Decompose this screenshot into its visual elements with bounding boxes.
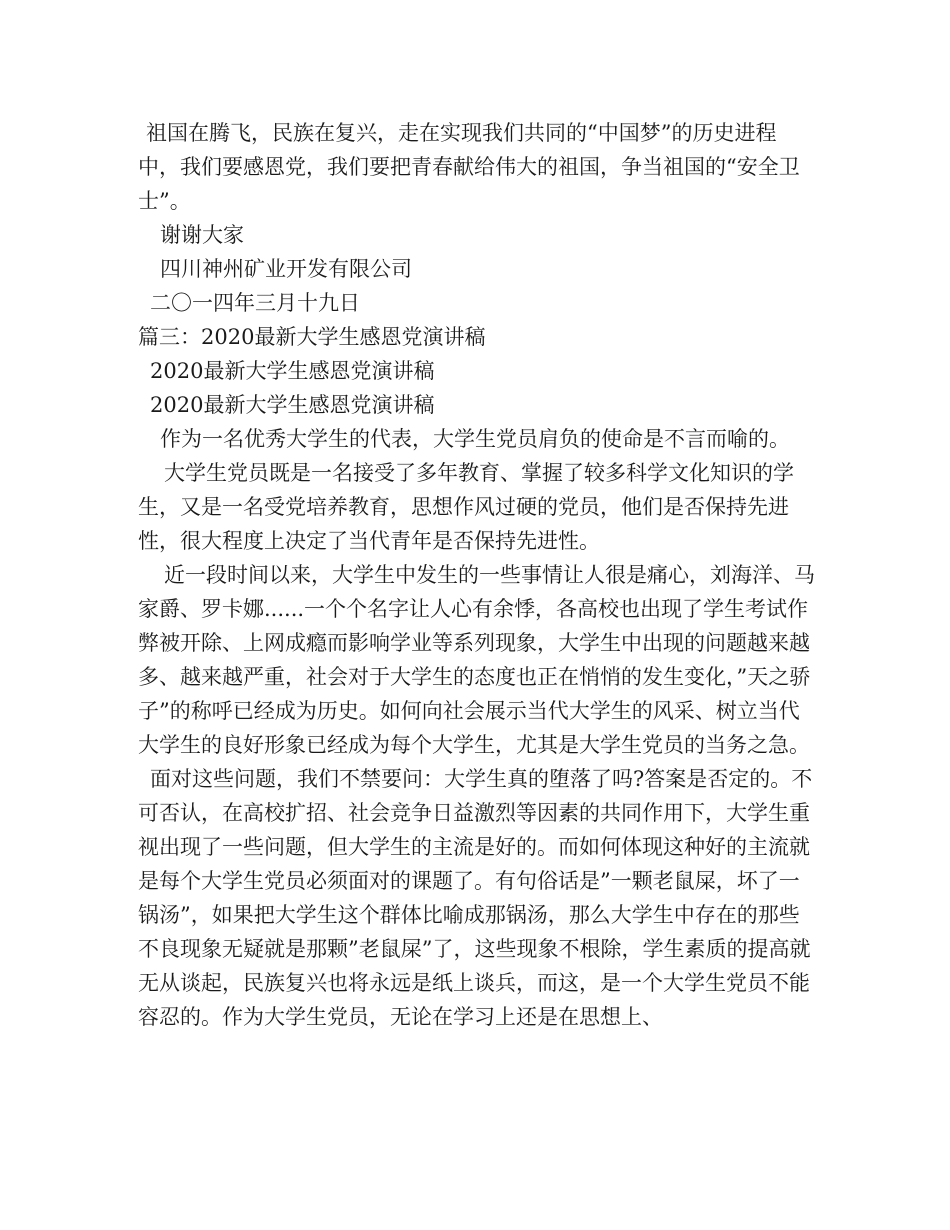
paragraph-intro: 作为一名优秀大学生的代表，大学生党员肩负的使命是不言而喻的。 <box>160 427 790 451</box>
paragraph-closing-statement: 祖国在腾飞，民族在复兴，走在实现我们共同的“中国梦”的历史进程中，我们要感恩党，我们要把青春献给伟大的祖国，争当祖国的“安全卫士”。 <box>138 121 800 213</box>
speech-title-repeat: 2020最新大学生感恩党演讲稿 <box>150 393 435 417</box>
paragraph-thanks: 谢谢大家 <box>160 223 244 247</box>
paragraph-date: 二〇一四年三月十九日 <box>150 291 360 315</box>
paragraph-recent-events: 近一段时间以来，大学生中发生的一些事情让人很是痛心，刘海洋、马家爵、罗卡娜......一个个名字让人心有余悸，各高校也出现了学生考试作弊被开除、上网成瘾而影响学业等系列现象，大学生中出现的问题越来越多、越来越严重，社会对于大学生的态度也正在悄悄的发生变化，”天之骄子”的称呼已经成为历史。如何向社会展示当代大学生的风采、树立当代大学生的良好形象已经成为每个大学生，尤其是大学生党员的当务之急。 <box>138 563 815 757</box>
document-body <box>138 116 818 1034</box>
paragraph-company-name: 四川神州矿业开发有限公司 <box>160 257 412 281</box>
section-heading: 篇三：2020最新大学生感恩党演讲稿 <box>138 325 486 349</box>
speech-title: 2020最新大学生感恩党演讲稿 <box>150 359 435 383</box>
paragraph-party-member: 大学生党员既是一名接受了多年教育、掌握了较多科学文化知识的学生，又是一名受党培养教育，思想作风过硬的党员，他们是否保持先进性，很大程度上决定了当代青年是否保持先进性。 <box>138 461 794 553</box>
paragraph-questions: 面对这些问题，我们不禁要问：大学生真的堕落了吗?答案是否定的。不可否认，在高校扩招、社会竞争日益激烈等因素的共同作用下，大学生重视出现了一些问题，但大学生的主流是好的。而如何体现这种好的主流就是每个大学生党员必须面对的课题了。有句俗话是”一颗老鼠屎，坏了一锅汤”，如果把大学生这个群体比喻成那锅汤，那么大学生中存在的那些不良现象无疑就是那颗”老鼠屎”了，这些现象不根除，学生素质的提高就无从谈起，民族复兴也将永远是纸上谈兵，而这，是一个大学生党员不能容忍的。作为大学生党员，无论在学习上还是在思想上、 <box>138 767 813 1029</box>
